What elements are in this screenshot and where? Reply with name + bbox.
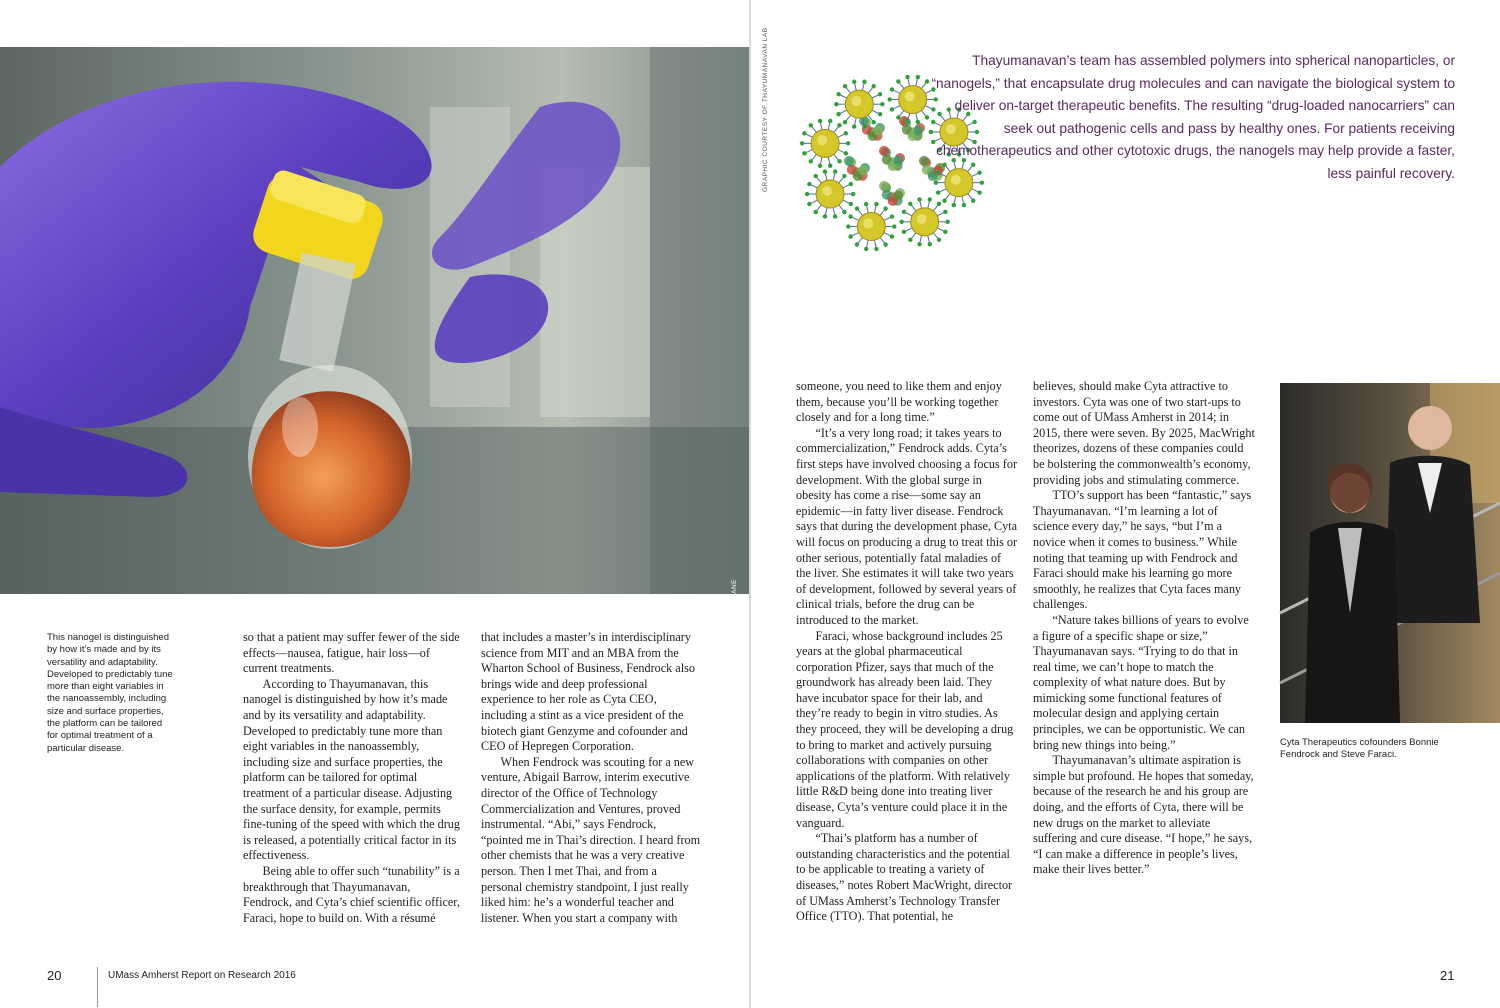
protein-blob [844, 156, 854, 166]
paragraph: believes, should make Cyta attractive to investors. Cyta was one of two start-ups to come out of UMass Amherst in 2014; in 2015, there were seven. By 2025, MacWright theorizes, dozens of these companies could be bolstering the commonwealth’s economy, providing jobs and stimulating commerce. [1033, 379, 1255, 487]
photo-credit: AMANDA DRANE [731, 578, 738, 637]
paragraph: Thayumanavan’s ultimate aspiration is simple but profound. He hopes that someday, because of the research he and his group are doing, and the efforts of Cyta, there will be new drugs on the market to alleviate suffering and cure disease. “I hope,” he says, “I can make a difference in people’s lives, make their lives better.” [1033, 753, 1254, 877]
paragraph: Being able to offer such “tunability” is a breakthrough that Thayumanavan, Fendrock, and Cyta’s chief scientific officer, Faraci, hope to build on. With a résumé [243, 863, 460, 925]
paragraph: that includes a master’s in interdisciplinary science from MIT and an MBA from the Wharton School of Business, Fendrock also brings wide and deep professional experience to her role as Cyta CEO, including a stint as a vice president of the biotech giant Genzyme and cofounder and CEO of Hepregen Corporation. [481, 630, 695, 754]
graphic-credit: GRAPHIC COURTESY OF THAYUMANAVAN LAB [762, 27, 769, 192]
protein-blob [858, 166, 868, 176]
paragraph: “Thai’s platform has a number of outstanding characteristics and the potential to be applicable to treating a variety of diseases,” notes Robert MacWright, director of UMass Amherst’s Technology Transfer Office (TTO). That potential, he [796, 831, 1013, 924]
paragraph: Faraci, whose background includes 25 years at the global pharmaceutical corporation Pfizer, says that much of the groundwork has already been laid. They have incubator space for their lab, and they’re ready to begin in vitro studies. As they proceed, they will be developing a drug to bring to market and actively pursuing collaborations with companies on other applications of the platform. With relatively little R&D being done into treating liver disease, Cyta’s venture could place it in the vanguard. [796, 628, 1014, 830]
nanoparticle [805, 169, 855, 218]
intro-text: Thayumanavan’s team has assembled polymers into spherical nanoparticles, or “nanogels,” that encapsulate drug molecules and can navigate the biological system to deliver on-target therapeutic benefits. The resulting “drug-loaded nanocarriers” can seek out pathogenic cells and pass by healthy ones. For patients receiving chemotherapeutics and other cytotoxic drugs, the nanogels may help provide a faster, less painful recovery. [931, 53, 1455, 181]
body-column-1 [243, 630, 461, 926]
paragraph: TTO’s support has been “fantastic,” says Thayumanavan. “I’m learning a lot of science every day,” he says, “but I’m a novice when it comes to business.” While noting that teaming up with Fendrock and Faraci should make his learning go more smoothly, he realizes that Cyta faces many challenges. [1033, 488, 1252, 612]
cofounders-photo-illustration [1280, 383, 1500, 723]
paragraph: “It’s a very long road; it takes years to commercialization,” Fendrock adds. Cyta’s first steps have involved choosing a focus for development. With the global surge in obesity has come a rise—some say an epidemic—in fatty liver disease. Fendrock says that during the development phase, Cyta will focus on producing a drug to treat this or other serious, potentially fatal maladies of the liver. She estimates it will take two years of development, followed by several years of clinical trials, before the drug can be introduced to the market. [796, 425, 1018, 627]
protein-blob [879, 181, 889, 191]
protein-blob [919, 156, 929, 166]
protein-blob [873, 126, 883, 136]
flask-photo [0, 47, 749, 637]
body-column-2 [481, 630, 701, 926]
protein-blob [893, 156, 903, 166]
photo-caption-left: This nanogel is distinguished by how it’s made and by its versatility and adaptability. Developed to predictably tune more than eight variables in the nanoassembly, including size and surface properties, the platform can be tailored for optimal treatment of a particular disease. [47, 632, 173, 754]
body-column-3 [796, 379, 1018, 925]
paragraph: “Nature takes billions of years to evolve a figure of a specific shape or size,” Thayumanavan says. “Trying to do that in real time, we can’t hope to match the complexity of what nature does. But by mimicking some functional features of molecular design and applying certain principles, we can be opportunistic. We can bring new things into being.” [1033, 612, 1249, 752]
paragraph: so that a patient may suffer fewer of the side effects—nausea, fatigue, hair loss—of current treatments. [243, 630, 460, 676]
nanoparticle [899, 197, 949, 246]
protein-blob [913, 126, 923, 136]
page-number-left: 20 [47, 968, 62, 983]
publication-title: UMass Amherst Report on Research 2016 [108, 970, 296, 981]
protein-blob [879, 146, 889, 156]
paragraph: someone, you need to like them and enjoy them, because you’ll be working together closely and for a long time.” [796, 379, 1002, 425]
paragraph: According to Thayumanavan, this nanogel is distinguished by how it’s made and by its versatility and adaptability. Developed to predictably tune more than eight variables in the nanoassembly, including size and surface properties, the platform can be tailored for optimal treatment of a particular disease. Adjusting the surface density, for example, permits fine-tuning of the speed with which the drug is released, a potentially critical factor in its effectiveness. [243, 676, 460, 863]
page-gutter [749, 0, 751, 1008]
page-number-right: 21 [1440, 968, 1455, 983]
nanoparticle [846, 202, 896, 251]
flask-photo-illustration [0, 47, 749, 594]
photo-caption-right: Cyta Therapeutics cofounders Bonnie Fendrock and Steve Faraci. [1280, 737, 1439, 761]
paragraph: When Fendrock was scouting for a new venture, Abigail Barrow, interim executive director of the Office of Technology Commercialization and Ventures, proved instrumental. “Abi,” says Fendrock, “pointed me in Thai’s direction. I heard from other chemists that he was a very creative person. Then I met Thai, and from a personal chemistry standpoint, I just really liked him: he’s a wonderful teacher and listener. When you start a company with [481, 754, 701, 925]
body-column-4 [1033, 379, 1255, 878]
cofounders-photo [1280, 383, 1500, 723]
footer-divider [97, 967, 98, 1007]
nanoparticle [800, 119, 850, 168]
protein-blob [893, 191, 903, 201]
